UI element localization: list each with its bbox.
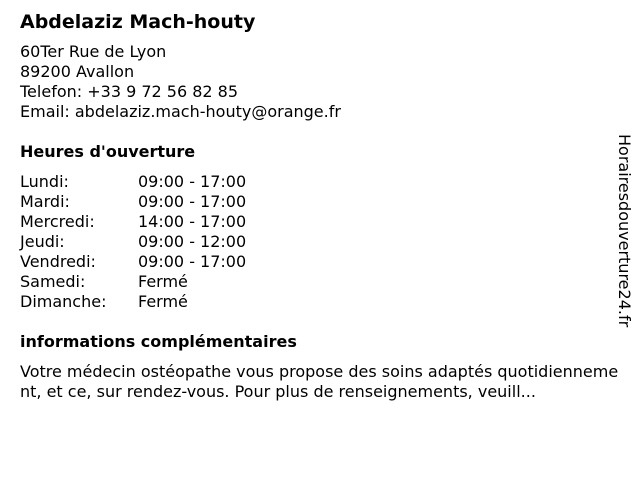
hours-row-thursday (20, 232, 626, 252)
day-label: Vendredi: (20, 252, 96, 271)
email-address: Email: abdelaziz.mach-houty@orange.fr (20, 102, 341, 121)
time-value: Fermé (138, 292, 188, 311)
address-block (20, 42, 626, 122)
hours-row-saturday (20, 272, 626, 292)
opening-hours-table (20, 172, 626, 312)
hours-row-wednesday (20, 212, 626, 232)
day-label: Samedi: (20, 272, 86, 291)
additional-info-text: Votre médecin ostéopathe vous propose des soins adaptés quotidiennement, et ce, sur rendez-vous. Pour plus de renseignements, veuill... (20, 362, 619, 401)
hours-row-friday (20, 252, 626, 272)
phone-number: Telefon: +33 9 72 56 82 85 (20, 82, 239, 101)
additional-info-title: informations complémentaires (20, 332, 297, 351)
street-address: 60Ter Rue de Lyon (20, 42, 167, 61)
site-watermark: Horairesdouverture24.fr (615, 134, 634, 328)
day-label: Dimanche: (20, 292, 107, 311)
time-value: 09:00 - 12:00 (138, 232, 247, 251)
business-card (20, 10, 626, 402)
time-value: Fermé (138, 272, 188, 291)
day-label: Lundi: (20, 172, 69, 191)
city-address: 89200 Avallon (20, 62, 135, 81)
business-name: Abdelaziz Mach-houty (20, 11, 256, 33)
hours-row-tuesday (20, 192, 626, 212)
time-value: 09:00 - 17:00 (138, 172, 247, 191)
day-label: Jeudi: (20, 232, 65, 251)
opening-hours-title: Heures d'ouverture (20, 142, 196, 161)
time-value: 09:00 - 17:00 (138, 192, 247, 211)
day-label: Mercredi: (20, 212, 95, 231)
hours-row-sunday (20, 292, 626, 312)
hours-row-monday (20, 172, 626, 192)
time-value: 09:00 - 17:00 (138, 252, 247, 271)
day-label: Mardi: (20, 192, 70, 211)
time-value: 14:00 - 17:00 (138, 212, 247, 231)
